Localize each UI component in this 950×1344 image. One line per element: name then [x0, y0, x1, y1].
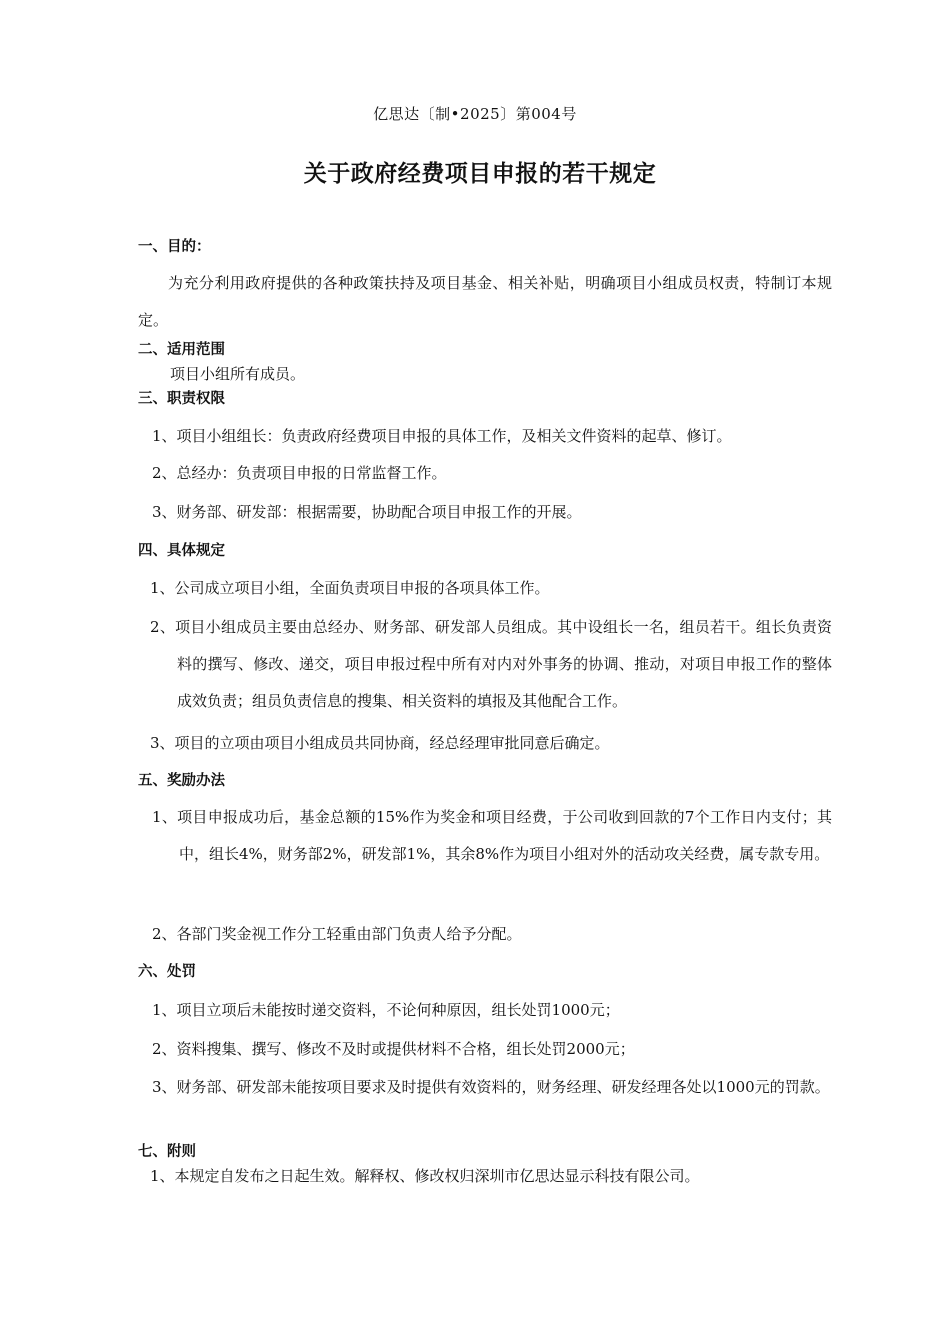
section-heading-scope: 二、适用范围 [138, 342, 225, 358]
list-item: 2、资料搜集、撰写、修改不及时或提供材料不合格，组长处罚2000元； [152, 1040, 635, 1058]
section-paragraph-scope: 项目小组所有成员。 [170, 365, 306, 383]
list-item: 3、项目的立项由项目小组成员共同协商，经总经理审批同意后确定。 [150, 734, 610, 752]
section-heading-supplementary: 七、附则 [138, 1144, 196, 1160]
section-heading-penalties: 六、处罚 [138, 964, 196, 980]
document-title: 关于政府经费项目申报的若干规定 [303, 160, 657, 187]
section-heading-responsibilities: 三、职责权限 [138, 391, 225, 407]
list-item: 2、项目小组成员主要由总经办、财务部、研发部人员组成。其中设组长一名，组员若干。组长负责资料的撰写、修改、递交，项目申报过程中所有对内对外事务的协调、推动，对项目申报工作的整体成效负责；组员负责信息的搜集、相关资料的填报及其他配合工作。 [150, 618, 832, 710]
document-number: 亿思达〔制•2025〕第004号 [373, 105, 577, 123]
section-heading-rewards: 五、奖励办法 [138, 773, 225, 789]
list-item: 1、项目小组组长：负责政府经费项目申报的具体工作，及相关文件资料的起草、修订。 [152, 427, 732, 445]
list-item: 1、项目立项后未能按时递交资料，不论何种原因，组长处罚1000元； [152, 1001, 620, 1019]
section-heading-regulations: 四、具体规定 [138, 543, 225, 559]
list-item: 2、总经办：负责项目申报的日常监督工作。 [152, 464, 447, 482]
list-item: 1、公司成立项目小组，全面负责项目申报的各项具体工作。 [150, 579, 550, 597]
section-paragraph-purpose: 为充分利用政府提供的各种政策扶持及项目基金、相关补贴，明确项目小组成员权责，特制订本规定。 [138, 274, 832, 329]
list-item: 1、本规定自发布之日起生效。解释权、修改权归深圳市亿思达显示科技有限公司。 [150, 1167, 700, 1185]
list-item: 3、财务部、研发部：根据需要，协助配合项目申报工作的开展。 [152, 503, 582, 521]
section-heading-purpose: 一、目的： [138, 239, 211, 255]
list-item: 2、各部门奖金视工作分工轻重由部门负责人给予分配。 [152, 925, 522, 943]
list-item: 1、项目申报成功后，基金总额的15%作为奖金和项目经费，于公司收到回款的7个工作日内支付；其中，组长4%，财务部2%，研发部1%，其余8%作为项目小组对外的活动攻关经费，属专款专用。 [152, 808, 832, 863]
list-item: 3、财务部、研发部未能按项目要求及时提供有效资料的，财务经理、研发经理各处以1000元的罚款。 [152, 1078, 830, 1096]
